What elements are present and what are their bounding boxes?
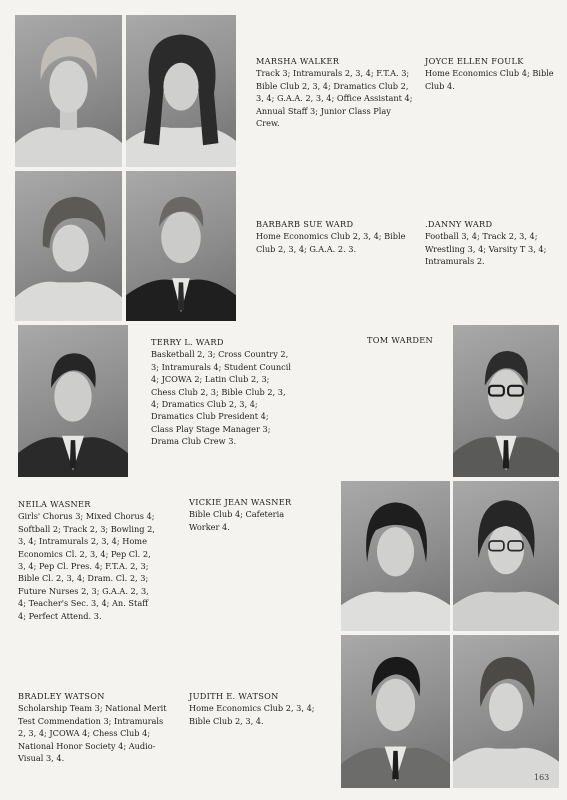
- portrait-image: [15, 171, 122, 321]
- portrait-barbarb-sue-ward: [15, 171, 122, 321]
- student-activities: Home Economics Club 2, 3, 4; Bible Club 2, 3, 4.: [189, 703, 315, 726]
- entry-tom-warden: [367, 334, 447, 346]
- student-name: VICKIE JEAN WASNER: [189, 497, 292, 507]
- portrait-marsha-walker: [15, 15, 122, 167]
- portrait-image: [15, 15, 122, 167]
- student-activities: Home Economics Club 2, 3, 4; Bible Club 2, 3, 4; G.A.A. 2. 3.: [256, 231, 406, 254]
- portrait-tom-warden: [453, 325, 559, 477]
- student-activities: Scholarship Team 3; National Merit Test Commendation 3; Intramurals 2, 3, 4; JCOWA 4; Chess Club 4; National Honor Society 4; Audio-Visual 3, 4.: [18, 703, 167, 764]
- portrait-neila-wasner: [341, 481, 450, 631]
- entry-terry-l-ward: [151, 336, 291, 448]
- portrait-judith-e-watson: [453, 635, 559, 788]
- student-name: BRADLEY WATSON: [18, 691, 105, 701]
- entry-judith-e-watson: [189, 690, 337, 727]
- student-name: TOM WARDEN: [367, 335, 433, 345]
- portrait-joyce-ellen-foulk: [126, 15, 236, 167]
- entry-neila-wasner: [18, 498, 158, 622]
- student-activities: Home Economics Club 4; Bible Club 4.: [425, 68, 554, 91]
- entry-barbarb-sue-ward: [256, 218, 408, 255]
- student-name: NEILA WASNER: [18, 499, 91, 509]
- entry-bradley-watson: [18, 690, 170, 764]
- student-activities: Football 3, 4; Track 2, 3, 4; Wrestling 3, 4; Varsity T 3, 4; Intramurals 2.: [425, 231, 547, 267]
- entry-marsha-walker: [256, 55, 416, 129]
- student-name: MARSHA WALKER: [256, 56, 340, 66]
- portrait-terry-l-ward: [18, 325, 128, 477]
- student-name: BARBARB SUE WARD: [256, 219, 354, 229]
- portrait-bradley-watson: [341, 635, 450, 788]
- student-name: .DANNY WARD: [425, 219, 493, 229]
- portrait-vickie-jean-wasner: [453, 481, 559, 631]
- student-activities: Bible Club 4; Cafeteria Worker 4.: [189, 509, 285, 532]
- entry-vickie-jean-wasner: [189, 496, 309, 533]
- student-name: JOYCE ELLEN FOULK: [425, 56, 524, 66]
- page-number: 163: [534, 773, 550, 782]
- student-activities: Basketball 2, 3; Cross Country 2, 3; Intramurals 4; Student Council 4; JCOWA 2; Latin Club 2, 3; Chess Club 2, 3; Bible Club 2, 3, 4; Dramatics Club 2, 3, 4; Dramatics Club President 4; Class Play Stage Manager 3; Drama Club Crew 3.: [151, 349, 291, 447]
- student-activities: Track 3; Intramurals 2, 3, 4; F.T.A. 3; Bible Club 2, 3, 4; Dramatics Club 2, 3, 4; G.A.A. 2, 3, 4; Office Assistant 4; Annual Staff 3; Junior Class Play Crew.: [256, 68, 413, 129]
- student-name: JUDITH E. WATSON: [189, 691, 279, 701]
- portrait-danny-ward: [126, 171, 236, 321]
- portrait-image: [126, 171, 236, 321]
- student-name: TERRY L. WARD: [151, 337, 224, 347]
- portrait-image: [453, 481, 559, 631]
- portrait-image: [18, 325, 128, 477]
- entry-danny-ward: [425, 218, 563, 268]
- student-activities: Girls' Chorus 3; Mixed Chorus 4; Softball 2; Track 2, 3; Bowling 2, 3, 4; Intramurals 2, 3, 4; Home Economics Cl. 2, 3, 4; Pep Cl. 2, 3, 4; Pep Cl. Pres. 4; F.T.A. 2, 3; Bible Cl. 2, 3, 4; Dram. Cl. 2, 3; Future Nurses 2, 3; G.A.A. 2, 3, 4; Teacher's Sec. 3, 4; An. Staff 4; Perfect Attend. 3.: [18, 511, 155, 621]
- portrait-image: [341, 635, 450, 788]
- portrait-image: [341, 481, 450, 631]
- portrait-image: [126, 15, 236, 167]
- entry-joyce-ellen-foulk: [425, 55, 557, 92]
- portrait-image: [453, 635, 559, 788]
- portrait-image: [453, 325, 559, 477]
